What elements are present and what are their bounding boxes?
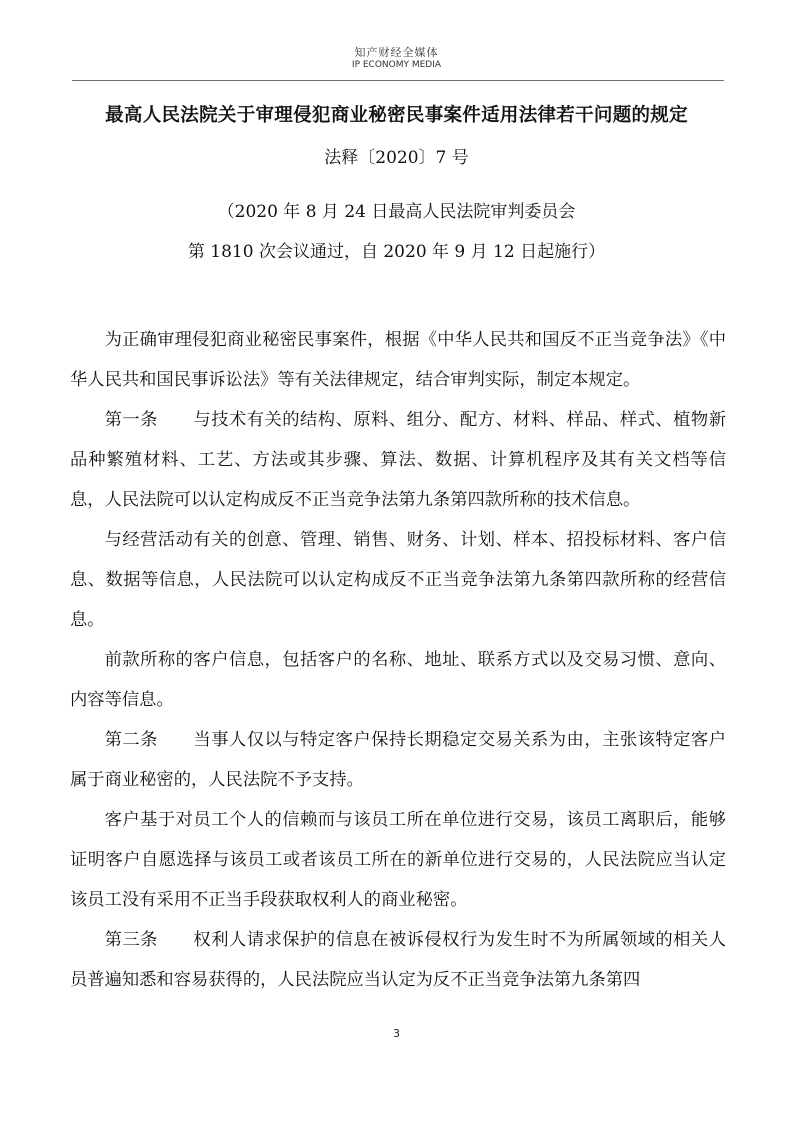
page-number: 3 [393, 1027, 400, 1040]
brand-name-cn: 知产财经全媒体 [354, 46, 439, 59]
document-number: 法释〔2020〕7 号 [324, 148, 469, 168]
brand-name-en: IP ECONOMY MEDIA [351, 60, 442, 70]
paragraph-article-1-customer-info: 前款所称的客户信息，包括客户的名称、地址、联系方式以及交易习惯、意向、内容等信息。 [70, 650, 726, 710]
paragraph-article-2-employee: 客户基于对员工个人的信赖而与该员工所在单位进行交易，该员工离职后，能够证明客户自愿选择与该员工或者该员工所在的新单位进行交易的，人民法院应当认定该员工没有采用不正当手段获取权利人的商业秘密。 [70, 810, 726, 910]
adoption-note [0, 192, 793, 272]
paragraph-preamble: 为正确审理侵犯商业秘密民事案件，根据《中华人民共和国反不正当竞争法》《中华人民共和国民事诉讼法》等有关法律规定，结合审判实际，制定本规定。 [70, 330, 726, 390]
paragraph-article-1-business-info: 与经营活动有关的创意、管理、销售、财务、计划、样本、招投标材料、客户信息、数据等信息，人民法院可以认定构成反不正当竞争法第九条第四款所称的经营信息。 [70, 530, 726, 630]
adoption-line-2: 第 1810 次会议通过，自 2020 年 9 月 12 日起施行） [187, 242, 606, 262]
adoption-line-1: （2020 年 8 月 24 日最高人民法院审判委员会 [217, 202, 576, 222]
document-title: 最高人民法院关于审理侵犯商业秘密民事案件适用法律若干问题的规定 [105, 105, 688, 126]
header-divider [72, 80, 724, 81]
paragraph-article-2: 第二条 当事人仅以与特定客户保持长期稳定交易关系为由，主张该特定客户属于商业秘密的，人民法院不予支持。 [70, 730, 726, 790]
paragraph-article-3: 第三条 权利人请求保护的信息在被诉侵权行为发生时不为所属领域的相关人员普遍知悉和容易获得的，人民法院应当认定为反不正当竞争法第九条第四 [70, 930, 726, 990]
document-body [70, 320, 726, 1000]
page-header [0, 46, 793, 71]
paragraph-article-1: 第一条 与技术有关的结构、原料、组分、配方、材料、样品、样式、植物新品种繁殖材料、工艺、方法或其步骤、算法、数据、计算机程序及其有关文档等信息，人民法院可以认定构成反不正当竞争法第九条第四款所称的技术信息。 [70, 410, 726, 510]
